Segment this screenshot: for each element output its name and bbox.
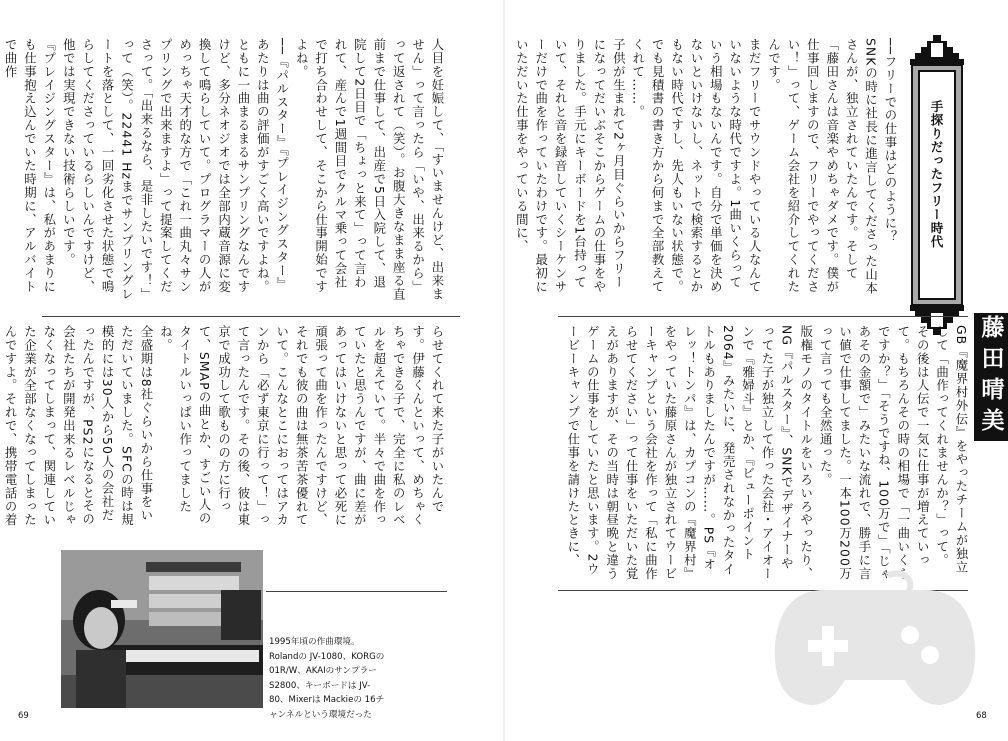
gamepad-icon xyxy=(770,570,980,720)
left-lower-body: らせてくれて来た子がいたんです。伊藤くんといって、めちゃくちゃできる子で、完全に私のレベルを超えていて。半々で曲を作っていたと思うんですが、曲に差があってはいけないと思って必死に頑張って曲を作ったんですけど、それでも彼の曲は無茶苦茶優れていて。こんなとこにおってはアカンから「必ず東京に行って！」って言ったんです。その後、彼は東京で成功して歌ものの方に行って、SMAPの曲とか、すごい人のタイトルいっぱい作ってましたね。 全盛期は8社ぐらいから仕事をいただいていました。SFCの時は規模的には30人から50人の会社だったんですが、PS2になるとその会社たちが開発出来るレベルじゃなくなってしまって、関連していた企業が全部なくなってしまったんですよ。それで、携帯電話の着 xyxy=(3,325,445,527)
right-upper-body: ──フリーでの仕事はどのように？ SNKの時に社長に進言してくださった山本さんが、独立されていたんです。そして「藤田さんは音楽やめちゃダメです。僕が仕事回しますので、フリーでやってください！」って、ゲーム会社を紹介してくれたんです。 まだフリーでサウンドやっている人なんていないような時代ですよ。1曲いくらっていう相場もないんです。自分で単価を決めないといけないし、ネットで検索するとかもない時代ですし、先人もいない状態で。でも見積書の書き方から何まで全部教えてくれて……。 子供が生まれて2ヶ月目ぐらいからフリーになってだいぶそこからゲームの仕事をやりました。手元にキーボードを1台持っていて、それと音を録音していくシーケンサーだけで曲を作っていたわけです。最初にいただいた仕事をやっている間に、 xyxy=(514,38,898,296)
section-heading: 手探りだったフリー時代 xyxy=(929,100,944,249)
page-gutter xyxy=(503,0,505,741)
artist-name: 藤田晴美 xyxy=(974,313,1008,441)
left-divider xyxy=(42,316,460,317)
left-upper-body: 人目を妊娠して、「すいませんけど、出来ません」って言ったら「いや、出来るから」って返されて（笑）。お腹大きなまま座る直前まで仕事して、出産で5日入院して、退院して2日目で「ちょっと来て」って言われて、産んで1週間目でクルマ乗って会社で打ち合わせして、そこから仕事開始ですよね。 ──『パルスター』『プレイジングスター』あたりは曲の評価がすごく高いですよね。 ともに一曲まるまるサンプリングなんですけど、多分ネオジオでは全部内蔵音源に変換して鳴らしていて。プログラマーの人がめっちゃ天才的な方で「これ一曲丸々サンプリングで出来ますよ」って提案してくださって。「出来るなら、是非したいです！」って（笑）。22441 Hzまでサンプリングレートを落として、一回劣化させた状態で鳴らしてくださっているらしいんですけど、他では実現できない技術らしいです。 『プレイジングスター』は、私があまりにも仕事抱え込んでいた時期に、アルバイトで曲作 xyxy=(3,38,445,302)
right-divider xyxy=(558,316,968,317)
studio-photo xyxy=(61,550,263,708)
right-page-number: 68 xyxy=(976,711,987,721)
left-page-number: 69 xyxy=(18,711,29,721)
right-lower-body: GB『魔界村外伝』をやったチームが独立して「曲作ってくれませんか？」って。 その後は人伝で一気に仕事が増えていって。もちろんその時の相場で「一曲いくらですか？」「そうですね、100万で」「じゃあその金額で」みたいな流れで、勝手に言い値で仕事してました。一本100万200万って言っても全然通った。 版権モノのタイトルをいろいろやったり、NG『パルスター』、SNKでデザイナーやってた子が独立して作った会社・アイオーンで『雅婦斗』とか、『ビューポイント2064』みたいに、発売されなかったタイトルもありましたんですが……。PS『オレッ！トンパ』は、カプコンの『魔界村』をやっていた藤原さんが独立されてウービーキャンプという会社を作って「私に曲作らせてください」って仕事をいただいた覚えがありますが、その当時は朝昼晩と違うゲームの仕事をしていたと思います。2ウービーキャンプで仕事を請けたときに、 xyxy=(565,325,969,582)
left-bottom-rule xyxy=(266,591,447,592)
photo-caption: 1995年頃の作曲環境。Rolandの JV-1080、KORGの 01R/W、AKAIのサンプラー S2800、キーボードは JV-80、Mixerは Mackieの 16チャンネルという環境だった xyxy=(269,637,385,720)
